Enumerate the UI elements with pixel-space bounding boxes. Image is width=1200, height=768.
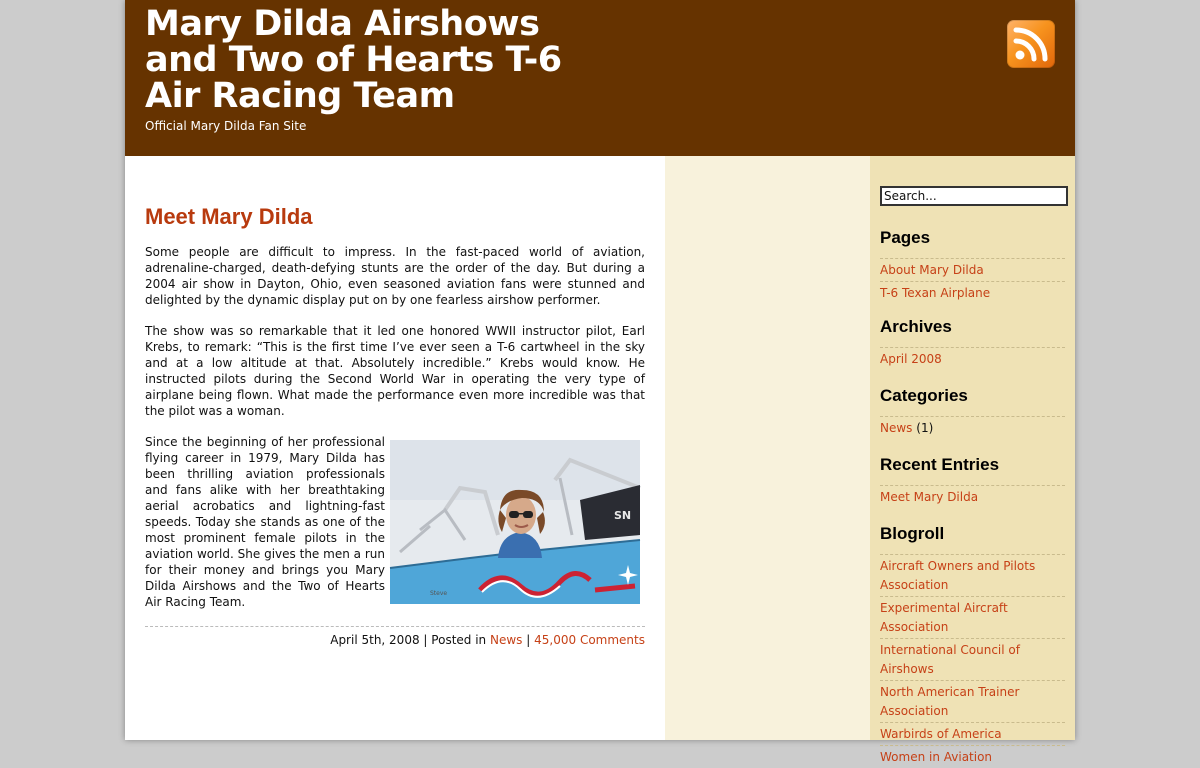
sidebar-heading-pages: Pages [880,228,931,247]
list-item [880,722,1065,745]
page-link-about[interactable]: About Mary Dilda [880,263,984,277]
pages-list [880,258,1065,304]
sidebar-heading-categories: Categories [880,386,968,405]
category-count: (1) [916,421,934,435]
blogroll-link[interactable]: Women in Aviation [880,750,993,764]
category-link[interactable]: News [880,421,913,435]
list-item [880,745,1065,768]
post-category-link[interactable]: News [490,633,523,647]
sidebar [870,156,1075,764]
svg-text:SN: SN [614,509,632,522]
site-header [125,0,1075,156]
blogroll-link[interactable]: International Council of Airshows [880,643,1020,676]
pilot-photo [390,440,640,604]
meta-separator: | [423,633,428,647]
list-item [880,680,1065,722]
list-item [880,416,1065,439]
list-item [880,638,1065,680]
rss-feed-icon[interactable] [1007,20,1055,68]
svg-text:Steve: Steve [430,590,448,597]
main-content [125,156,665,740]
list-item [880,258,1065,281]
post-comments-link[interactable]: 45,000 Comments [534,633,645,647]
blogroll-link[interactable]: North American Trainer Association [880,685,1020,718]
post-date: April 5th, 2008 [330,633,420,647]
sidebar-heading-blogroll: Blogroll [880,524,945,543]
site-title[interactable]: Mary Dilda Airshows and Two of Hearts T-6 Air Racing Team [145,4,562,116]
sidebar-heading-recent: Recent Entries [880,455,1000,474]
page-wrapper [125,0,1075,764]
post-meta [145,626,645,647]
archive-link[interactable]: April 2008 [880,352,942,366]
search-input[interactable] [880,186,1068,206]
post-title[interactable]: Meet Mary Dilda [145,204,313,229]
list-item [880,485,1065,508]
archives-list [880,347,1065,370]
list-item [880,554,1065,596]
post-paragraph: Since the beginning of her professional flying career in 1979, Mary Dilda has been thrilling aviation professionals and fans alike with her breathtaking aerial acrobatics and lightning-fast speeds. Today she stands as one of the most prominent female pilots in the aviation world. She gives the men a run for their money and brings you Mary Dilda Airshows and the Two of Hearts Air Racing Team. [145,435,385,609]
list-item [880,596,1065,638]
blogroll-link[interactable]: Warbirds of America [880,727,1002,741]
post-paragraph: The show was so remarkable that it led one honored WWII instructor pilot, Earl Krebs, to remark: “This is the first time I’ve ever seen a T-6 cartwheel in the sky and at a low altitude at that. Absolutely incredible.” Krebs would know. He instructed pilots during the Second World War in operating the very type of airplane being flown. What made the performance even more incredible was that the pilot was a woman. [145,324,645,418]
list-item [880,347,1065,370]
pilot-in-cockpit-image [390,440,640,604]
rss-icon-glyph [1007,20,1055,68]
post-paragraph: Some people are difficult to impress. In the fast-paced world of aviation, adrenaline-charged, death-defying stunts are the order of the day. But during a 2004 air show in Dayton, Ohio, even seasoned aviation fans were stunned and delighted by the dynamic display put on by one fearless airshow performer. [145,245,645,307]
blogroll-link[interactable]: Experimental Aircraft Association [880,601,1008,634]
site-description: Official Mary Dilda Fan Site [145,119,307,133]
posted-in-label: Posted in [431,633,487,647]
page-link-t6-texan[interactable]: T-6 Texan Airplane [880,286,991,300]
categories-list [880,416,1065,439]
blogroll-link[interactable]: Aircraft Owners and Pilots Association [880,559,1036,592]
sidebar-heading-archives: Archives [880,317,952,336]
recent-entry-link[interactable]: Meet Mary Dilda [880,490,979,504]
blogroll-list [880,554,1065,768]
list-item [880,281,1065,304]
recent-entries-list [880,485,1065,508]
meta-separator: | [526,633,531,647]
